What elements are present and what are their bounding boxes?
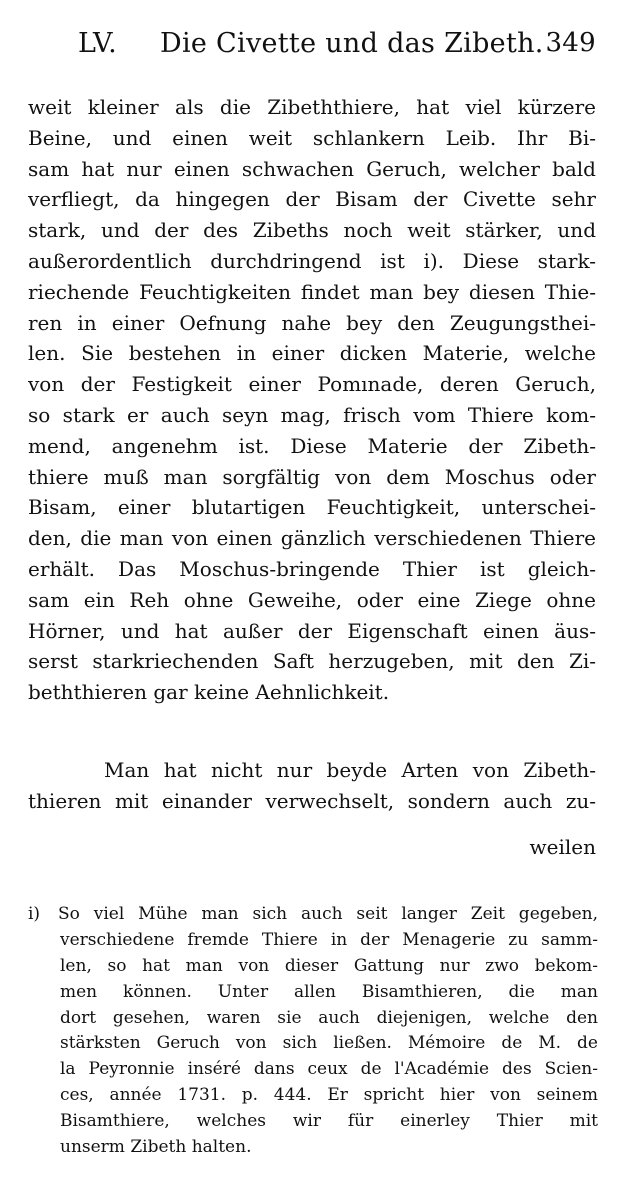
page-number: 349 [545,28,596,58]
chapter-title: Die Civette und das Zibeth. [160,28,544,59]
main-text [28,92,596,817]
footnote-line: stärksten Geruch von sich ließen. Mémoire de M. de [60,1033,598,1054]
text-line: stark, und der des Zibeths noch weit stärker, und [28,218,596,243]
footnote-line: Bisamthiere, welches wir für einerley Thier mit [60,1111,598,1132]
text-line: beththieren gar keine Aehnlichkeit. [28,680,390,705]
footnote-line [28,902,598,928]
text-line: außerordentlich durchdringend ist i). Diese stark- [28,248,596,273]
text-line: sam hat nur einen schwachen Geruch, welcher bald [28,156,596,181]
footnote-line: len, so hat man von dieser Gattung nur zwo bekom- [60,955,598,976]
text-line: weit kleiner als die Zibeththiere, hat viel kürzere [28,95,596,119]
catchword: weilen [529,835,596,859]
text-line: den, die man von einen gänzlich verschiedenen Thiere [28,526,596,551]
text-line: so stark er auch seyn mag, frisch vom Thiere kom- [28,402,596,427]
text-line: riechende Feuchtigkeiten findet man bey diesen Thie- [28,279,596,304]
text-line: thiere muß man sorgfältig von dem Moschus oder [28,464,596,489]
text-line: Beine, und einen weit schlankern Leib. Ihr Bi- [28,125,596,150]
text-line: Bisam, einer blutartigen Feuchtigkeit, unterschei- [28,495,596,520]
footnote-text: So viel Mühe man sich auch seit langer Zeit gegeben, [58,904,598,924]
text-line: von der Festigkeit einer Pomınade, deren Geruch, [28,372,596,397]
text-line: serst starkriechenden Saft herzugeben, mit den Zi- [28,649,596,674]
footnote [28,902,598,1161]
paragraph-gap [28,708,596,755]
text-line: Man hat nicht nur beyde Arten von Zibeth- [104,757,596,782]
footnote-line: la Peyronnie inséré dans ceux de l'Académie des Scien- [60,1059,598,1080]
text-line: Hörner, und hat außer der Eigenschaft einen äus- [28,618,596,643]
footnote-line: dort gesehen, waren sie auch diejenigen, welche den [60,1007,598,1028]
text-line: len. Sie bestehen in einer dicken Materie, welche [28,341,596,366]
chapter-number: LV. [78,28,117,59]
text-line: verfliegt, da hingegen der Bisam der Civette sehr [28,187,596,212]
text-line: mend, angenehm ist. Diese Materie der Zibeth- [28,433,596,458]
footnote-line: verschiedene fremde Thiere in der Menagerie zu samm- [60,929,598,950]
text-line: erhält. Das Moschus-bringende Thier ist gleich- [28,556,596,581]
footnote-line: unserm Zibeth halten. [60,1137,252,1158]
footnote-line: ces, année 1731. p. 444. Er spricht hier von seinem [60,1085,598,1106]
footnote-line: men können. Unter allen Bisamthieren, die man [60,981,598,1002]
text-line: sam ein Reh ohne Geweihe, oder eine Ziege ohne [28,587,596,612]
text-line: ren in einer Oefnung nahe bey den Zeugungsthei- [28,310,596,335]
running-header [78,28,598,72]
footnote-marker: i) [28,904,41,924]
text-line: thieren mit einander verwechselt, sondern auch zu- [28,788,596,813]
